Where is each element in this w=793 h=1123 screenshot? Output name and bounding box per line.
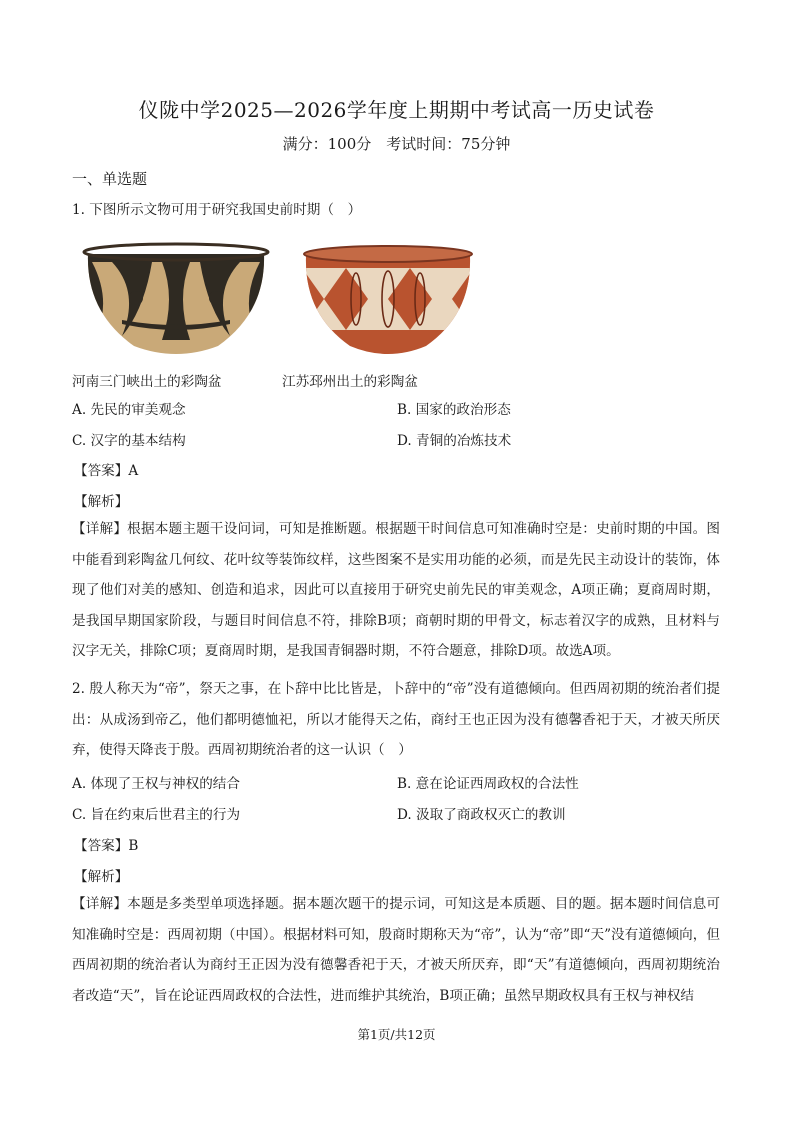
q1-option-c: C. 汉字的基本结构 bbox=[72, 433, 186, 449]
caption-left: 河南三门峡出土的彩陶盆 bbox=[72, 374, 222, 390]
q1-answer: 【答案】A bbox=[74, 463, 139, 479]
section-title: 一、单选题 bbox=[72, 170, 148, 188]
page-number: 第1页/共12页 bbox=[357, 1027, 436, 1042]
pottery-bowl-right-image bbox=[302, 244, 474, 358]
page-title: 仪陇中学2025—2026学年度上期期中考试高一历史试卷 bbox=[138, 98, 655, 122]
q2-stem: 2. 殷人称天为“帝”，祭天之事，在卜辞中比比皆是，卜辞中的“帝”没有道德倾向。但西周初期的统治者们提出：从成汤到帝乙，他们都明德恤祀，所以才能得天之佑，商纣王也正因为没有德馨香祀于天，才被天所厌弃，使得天降丧于殷。西周初期统治者的这一认识（ ） bbox=[72, 681, 720, 758]
q2-option-a: A. 体现了王权与神权的结合 bbox=[72, 776, 240, 792]
q1-option-d: D. 青铜的冶炼技术 bbox=[397, 433, 512, 449]
q2-option-d: D. 汲取了商政权灭亡的教训 bbox=[397, 807, 566, 823]
q1-option-a: A. 先民的审美观念 bbox=[72, 402, 186, 418]
q1-option-b: B. 国家的政治形态 bbox=[397, 402, 511, 418]
q2-answer: 【答案】B bbox=[74, 838, 139, 854]
q2-option-c: C. 旨在约束后世君主的行为 bbox=[72, 807, 241, 823]
q1-stem: 1. 下图所示文物可用于研究我国史前时期（ ） bbox=[72, 202, 362, 218]
q1-analysis-label: 【解析】 bbox=[74, 494, 129, 510]
q2-detail: 【详解】本题是多类型单项选择题。据本题次题干的提示词，可知这是本质题、目的题。据本题时间信息可知准确时空是：西周初期（中国）。根据材料可知，殷商时期称天为“帝”，认为“帝”即“天”没有道德倾向，但西周初期的统治者认为商纣王正因为没有德馨香祀于天，才被天所厌弃，即“天”有道德倾向，西周初期统治者改造“天”，旨在论证西周政权的合法性，进而维护其统治，B项正确；虽然早期政权具有王权与神权结 bbox=[72, 896, 720, 1004]
q1-detail: 【详解】根据本题主题干设问词，可知是推断题。根据题干时间信息可知准确时空是：史前时期的中国。图中能看到彩陶盆几何纹、花叶纹等装饰纹样，这些图案不是实用功能的必须，而是先民主动设计的装饰，体现了他们对美的感知、创造和追求，因此可以直接用于研究史前先民的审美观念，A项正确；夏商周时期，是我国早期国家阶段，与题目时间信息不符，排除B项；商朝时期的甲骨文，标志着汉字的成熟，且材料与汉字无关，排除C项；夏商周时期，是我国青铜器时期，不符合题意，排除D项。故选A项。 bbox=[72, 521, 720, 659]
pottery-bowl-left-image bbox=[82, 240, 270, 358]
q2-option-b: B. 意在论证西周政权的合法性 bbox=[397, 776, 579, 792]
page-subtitle: 满分：100分 考试时间：75分钟 bbox=[282, 135, 511, 153]
q2-analysis-label: 【解析】 bbox=[74, 869, 129, 885]
caption-right: 江苏邳州出土的彩陶盆 bbox=[282, 374, 418, 390]
